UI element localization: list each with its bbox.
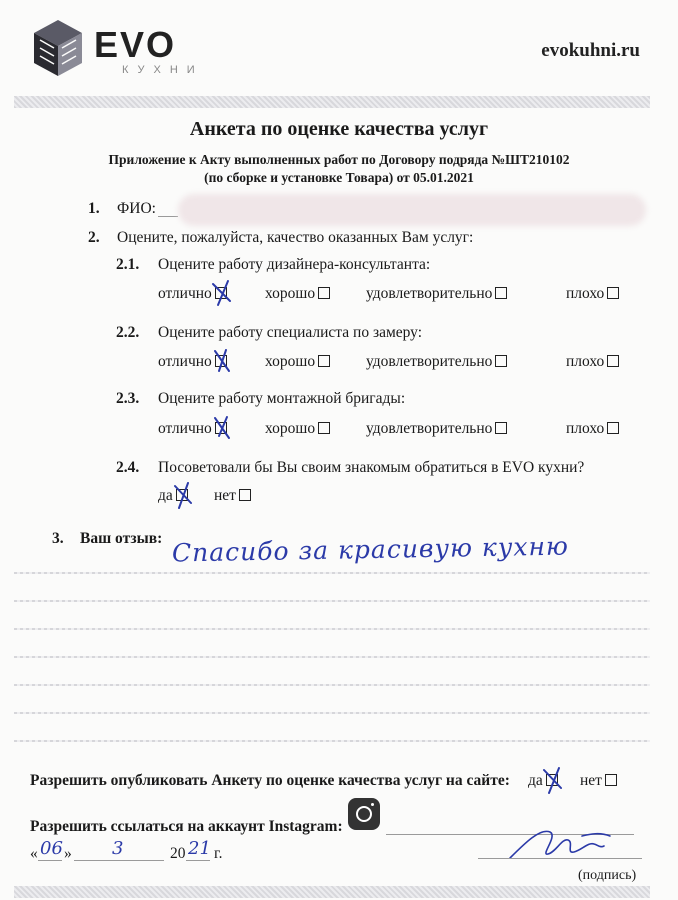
- checkbox[interactable]: [607, 355, 619, 367]
- checkmark-icon: [210, 279, 234, 307]
- date-day[interactable]: 06: [40, 838, 63, 859]
- q2-4-number: 2.4.: [116, 459, 140, 476]
- opt-label: хорошо: [265, 353, 316, 370]
- q2-1-opt-excellent[interactable]: [158, 285, 227, 303]
- name-field-line: [158, 216, 178, 217]
- opt-label: плохо: [566, 353, 605, 370]
- checkbox[interactable]: [495, 422, 507, 434]
- checkmark-icon: [210, 414, 234, 442]
- q2-3-opt-good[interactable]: [265, 420, 330, 438]
- publish-opt-yes[interactable]: [528, 772, 558, 790]
- opt-label: отлично: [158, 285, 212, 302]
- checkbox[interactable]: [318, 422, 330, 434]
- opt-label: отлично: [158, 420, 212, 437]
- brand-logo: [30, 18, 204, 82]
- signature-label: (подпись): [578, 868, 637, 883]
- q2-label: Оцените, пожалуйста, качество оказанных Вам услуг:: [117, 229, 474, 246]
- opt-label: отлично: [158, 353, 212, 370]
- checkbox[interactable]: [495, 355, 507, 367]
- form-subtitle-2: (по сборке и установке Товара) от 05.01.2021: [204, 170, 474, 185]
- opt-label: удовлетворительно: [366, 420, 493, 437]
- date-quote-open: «: [30, 845, 38, 862]
- checkmark-icon: [210, 347, 234, 375]
- checkbox-checked[interactable]: [546, 774, 558, 786]
- date-quote-close: »: [64, 845, 72, 862]
- opt-label: хорошо: [265, 285, 316, 302]
- date-month[interactable]: 3: [112, 838, 124, 859]
- date-year-prefix: 20: [170, 845, 186, 862]
- q3-number: 3.: [52, 530, 64, 547]
- q2-1-number: 2.1.: [116, 256, 140, 273]
- instagram-label: Разрешить ссылаться на аккаунт Instagram:: [30, 818, 343, 835]
- opt-label: удовлетворительно: [366, 353, 493, 370]
- review-line: [14, 656, 650, 658]
- review-line: [14, 684, 650, 686]
- q2-3-opt-poor[interactable]: [566, 420, 619, 438]
- cube-logo-icon: [30, 18, 86, 78]
- checkbox-checked[interactable]: [215, 355, 227, 367]
- form-title: Анкета по оценке качества услуг: [189, 118, 489, 140]
- form-subtitle-1: Приложение к Акту выполненных работ по Договору подряда №ШТ210102: [108, 152, 570, 167]
- checkmark-icon: [541, 766, 565, 794]
- q2-2-opt-satisfactory[interactable]: [366, 353, 507, 371]
- q2-3-opt-excellent[interactable]: [158, 420, 227, 438]
- checkbox[interactable]: [318, 287, 330, 299]
- opt-label: хорошо: [265, 420, 316, 437]
- publish-opt-no[interactable]: [580, 772, 617, 790]
- review-line: [14, 600, 650, 602]
- checkbox[interactable]: [607, 422, 619, 434]
- review-line: [14, 572, 650, 574]
- checkbox-checked[interactable]: [176, 489, 188, 501]
- checkbox-checked[interactable]: [215, 422, 227, 434]
- date-year-unit: г.: [214, 845, 223, 862]
- signature-line: [478, 858, 642, 859]
- q2-4-opt-yes[interactable]: [158, 487, 188, 505]
- review-handwriting[interactable]: Спасибо за красивую кухню: [171, 531, 570, 568]
- q2-1-opt-poor[interactable]: [566, 285, 619, 303]
- q2-2-opt-poor[interactable]: [566, 353, 619, 371]
- checkmark-icon: [171, 481, 195, 509]
- q2-1-opt-good[interactable]: [265, 285, 330, 303]
- q2-number: 2.: [88, 229, 100, 246]
- date-month-line: [74, 860, 164, 861]
- q2-2-opt-excellent[interactable]: [158, 353, 227, 371]
- checkbox[interactable]: [239, 489, 251, 501]
- brand-subtitle: КУХНИ: [122, 64, 204, 76]
- date-year-line: [186, 860, 210, 861]
- bottom-divider: [14, 886, 650, 898]
- q2-2-opt-good[interactable]: [265, 353, 330, 371]
- opt-label: нет: [214, 487, 236, 504]
- publish-label: Разрешить опубликовать Анкету по оценке качества услуг на сайте:: [30, 772, 510, 789]
- q2-4-label: Посоветовали бы Вы своим знакомым обратиться в EVO кухни?: [158, 459, 585, 476]
- top-divider: [14, 96, 650, 108]
- q2-3-number: 2.3.: [116, 390, 140, 407]
- opt-label: да: [158, 487, 173, 504]
- q3-label: Ваш отзыв:: [80, 530, 163, 547]
- opt-label: плохо: [566, 420, 605, 437]
- instagram-icon: [348, 798, 380, 830]
- q2-4-opt-no[interactable]: [214, 487, 251, 505]
- review-line: [14, 740, 650, 742]
- opt-label: удовлетворительно: [366, 285, 493, 302]
- q2-3-label: Оцените работу монтажной бригады:: [158, 390, 406, 407]
- opt-label: нет: [580, 772, 602, 789]
- checkbox[interactable]: [318, 355, 330, 367]
- brand-name: EVO: [94, 24, 177, 65]
- website-url[interactable]: evokuhni.ru: [541, 40, 640, 61]
- checkbox[interactable]: [607, 287, 619, 299]
- q2-1-opt-satisfactory[interactable]: [366, 285, 507, 303]
- date-year[interactable]: 21: [188, 838, 211, 859]
- opt-label: плохо: [566, 285, 605, 302]
- date-day-line: [38, 860, 62, 861]
- review-line: [14, 712, 650, 714]
- q2-2-label: Оцените работу специалиста по замеру:: [158, 324, 423, 341]
- q2-3-opt-satisfactory[interactable]: [366, 420, 507, 438]
- checkbox[interactable]: [495, 287, 507, 299]
- checkbox[interactable]: [605, 774, 617, 786]
- opt-label: да: [528, 772, 543, 789]
- q1-label: ФИО:: [117, 200, 156, 217]
- checkbox-checked[interactable]: [215, 287, 227, 299]
- q2-2-number: 2.2.: [116, 324, 140, 341]
- q1-number: 1.: [88, 200, 100, 217]
- review-line: [14, 628, 650, 630]
- q2-1-label: Оцените работу дизайнера-консультанта:: [158, 256, 431, 273]
- signature-icon[interactable]: [470, 818, 660, 868]
- name-field-redacted[interactable]: [178, 194, 646, 226]
